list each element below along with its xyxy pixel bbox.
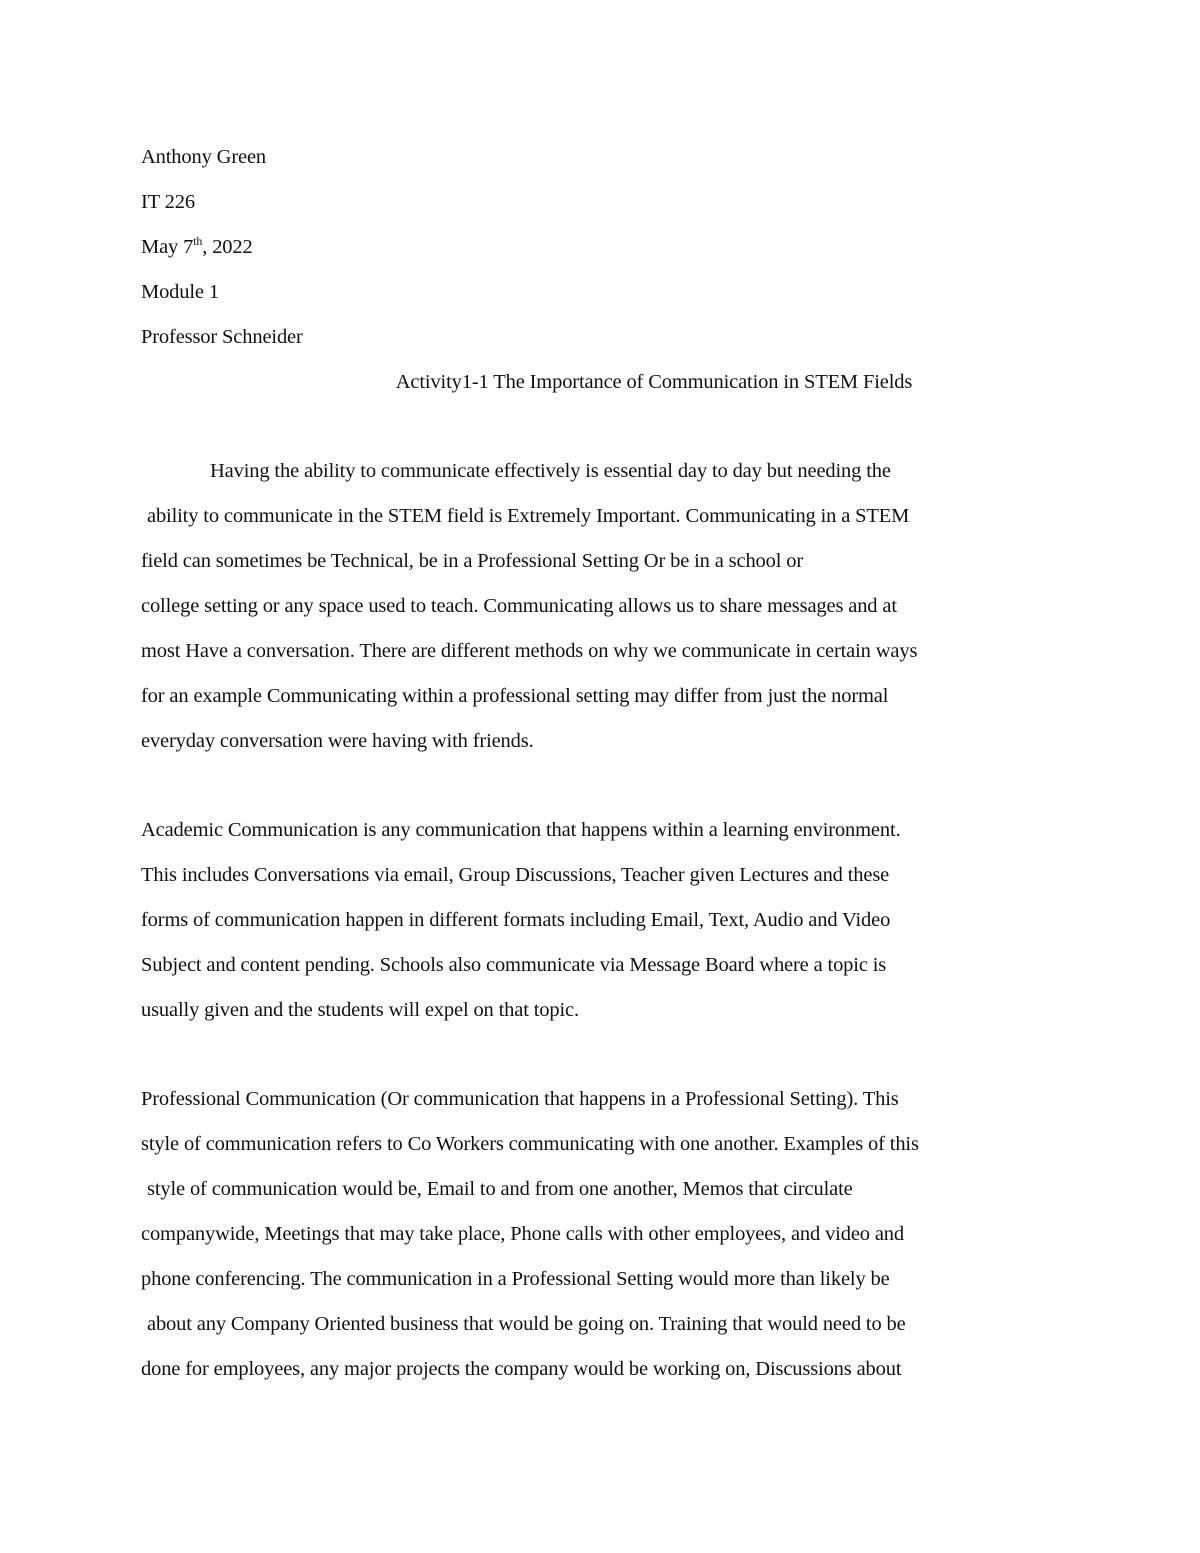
paragraph-line: ability to communicate in the STEM field is Extremely Important. Communicating in a STEM	[147, 505, 910, 527]
paragraph-line: college setting or any space used to teach. Communicating allows us to share messages and at	[141, 595, 897, 617]
document-title: Activity1-1 The Importance of Communication in STEM Fields	[395, 371, 913, 393]
paragraph-line: Academic Communication is any communication that happens within a learning environment.	[141, 819, 901, 841]
paragraph-line: Subject and content pending. Schools also communicate via Message Board where a topic is	[141, 954, 887, 976]
paragraph-line: about any Company Oriented business that would be going on. Training that would need to be	[147, 1313, 906, 1335]
paragraph-line: phone conferencing. The communication in a Professional Setting would more than likely be	[141, 1268, 890, 1290]
paragraph-line: usually given and the students will expel on that topic.	[141, 999, 579, 1021]
date-superscript: th	[193, 234, 203, 249]
module-label: Module 1	[141, 281, 219, 303]
paragraph-line: everyday conversation were having with friends.	[141, 730, 534, 752]
paragraph-line: Professional Communication (Or communication that happens in a Professional Setting). This	[141, 1088, 899, 1110]
paragraph-line: for an example Communicating within a professional setting may differ from just the normal	[141, 685, 889, 707]
paragraph-line: This includes Conversations via email, Group Discussions, Teacher given Lectures and these	[141, 864, 890, 886]
course-code: IT 226	[141, 191, 195, 213]
submission-date	[141, 235, 253, 259]
author-name: Anthony Green	[141, 146, 267, 168]
paragraph-line: Having the ability to communicate effectively is essential day to day but needing the	[210, 460, 891, 482]
date-suffix: , 2022	[202, 236, 253, 258]
paragraph-line: done for employees, any major projects the company would be working on, Discussions about	[141, 1358, 902, 1380]
paragraph-line: field can sometimes be Technical, be in a Professional Setting Or be in a school or	[141, 550, 804, 572]
date-prefix: May 7	[141, 236, 194, 258]
paragraph-line: most Have a conversation. There are different methods on why we communicate in certain ways	[141, 640, 918, 662]
paragraph-line: style of communication refers to Co Workers communicating with one another. Examples of this	[141, 1133, 919, 1155]
paragraph-line: companywide, Meetings that may take place, Phone calls with other employees, and video and	[141, 1223, 904, 1245]
paragraph-line: forms of communication happen in different formats including Email, Text, Audio and Video	[141, 909, 891, 931]
professor-name: Professor Schneider	[141, 326, 303, 348]
paragraph-line: style of communication would be, Email to and from one another, Memos that circulate	[147, 1178, 853, 1200]
